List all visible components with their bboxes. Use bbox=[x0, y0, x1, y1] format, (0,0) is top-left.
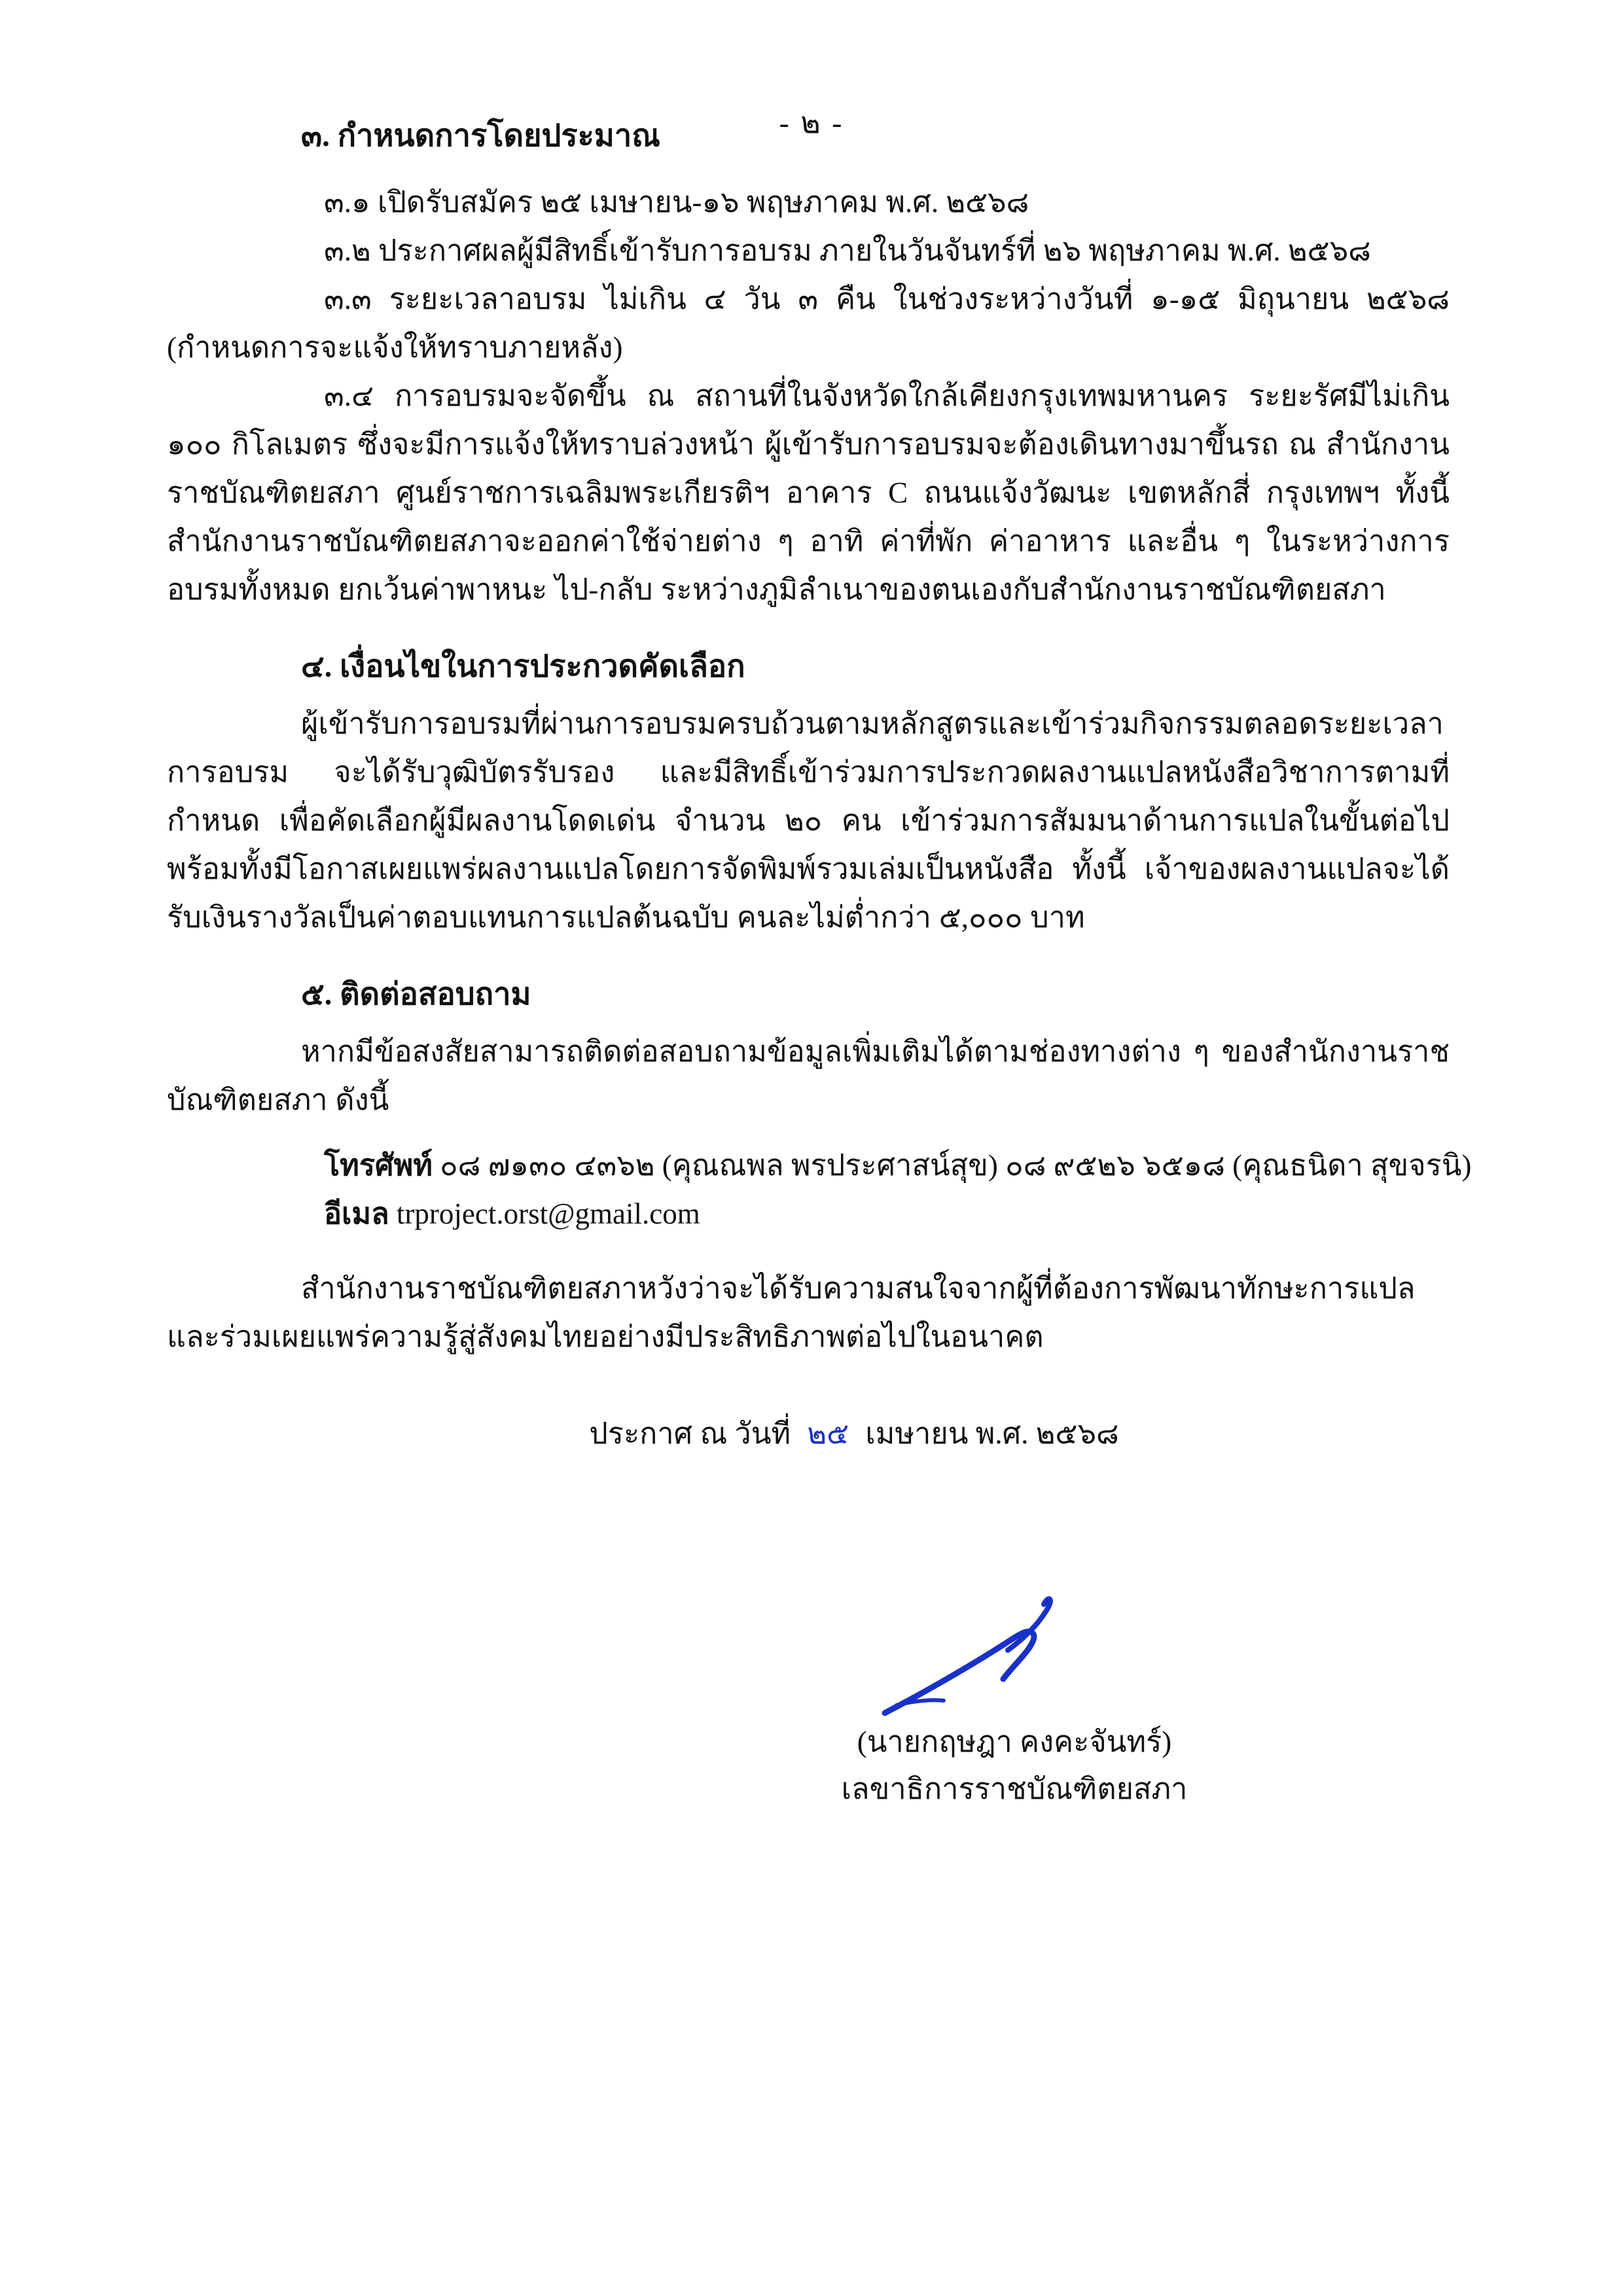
spacer bbox=[167, 942, 1450, 980]
signer-title: เลขาธิการราชบัณฑิตยสภา bbox=[841, 1773, 1188, 1805]
section-3-heading: ๓. กำหนดการโดยประมาณ bbox=[301, 119, 660, 153]
section-4-heading: ๔. เงื่อนไขในการประกวดคัดเลือก bbox=[301, 650, 745, 684]
spacer bbox=[167, 1238, 1450, 1264]
document-body bbox=[167, 119, 1472, 1458]
schedule-item-3-2: ๓.๒ ประกาศผลผู้มีสิทธิ์เข้ารับการอบรม ภายในวันจันทร์ที่ ๒๖ พฤษภาคม พ.ศ. ๒๕๖๘ bbox=[324, 234, 1371, 267]
schedule-item-3-1: ๓.๑ เปิดรับสมัคร ๒๕ เมษายน-๑๖ พฤษภาคม พ.ศ. ๒๕๖๘ bbox=[324, 186, 1029, 219]
phone-value: ๐๘ ๗๑๓๐ ๔๓๖๒ (คุณณพล พรประศาสน์สุข) ๐๘ ๙๕๒๖ ๖๕๑๘ (คุณธนิดา สุขจรนิ) bbox=[440, 1149, 1472, 1182]
email-label: อีเมล bbox=[324, 1197, 389, 1230]
spacer bbox=[167, 682, 1450, 699]
section-4-body: ผู้เข้ารับการอบรมที่ผ่านการอบรมครบถ้วนตามหลักสูตรและเข้าร่วมกิจกรรมตลอดระยะเวลาการอบรม จะได้รับวุฒิบัตรรับรอง และมีสิทธิ์เข้าร่วมการประกวดผลงานแปลหนังสือวิชาการตามที่กำหนด เพื่อคัดเลือกผู้มีผลงานโดดเด่น จำนวน ๒๐ คน เข้าร่วมการสัมมนาด้านการแปลในขั้นต่อไป พร้อมทั้งมีโอกาสเผยแพร่ผลงานแปลโดยการจัดพิมพ์รวมเล่มเป็นหนังสือ ทั้งนี้ เจ้าของผลงานแปลจะได้รับเงินรางวัลเป็นค่าตอบแทนการแปลต้นฉบับ คนละไม่ต่ำกว่า ๕,๐๐๐ บาท bbox=[167, 707, 1450, 934]
phone-label: โทรศัพท์ bbox=[324, 1149, 433, 1182]
email-value[interactable]: trproject.orst@gmail.com bbox=[396, 1197, 700, 1230]
spacer bbox=[167, 1124, 1450, 1141]
spacer bbox=[167, 1361, 1450, 1409]
spacer bbox=[167, 614, 1450, 652]
page-number: - ๒ - bbox=[779, 106, 844, 139]
schedule-item-3-4: ๓.๔ การอบรมจะจัดขึ้น ณ สถานที่ในจังหวัดใกล้เคียงกรุงเทพมหานคร ระยะรัศมีไม่เกิน ๑๐๐ กิโลเมตร ซึ่งจะมีการแจ้งให้ทราบล่วงหน้า ผู้เข้ารับการอบรมจะต้องเดินทางมาขึ้นรถ ณ สำนักงานราชบัณฑิตยสภา ศูนย์ราชการเฉลิมพระเกียรติฯ อาคาร C ถนนแจ้งวัฒนะ เขตหลักสี่ กรุงเทพฯ ทั้งนี้ สำนักงานราชบัณฑิตยสภาจะออกค่าใช้จ่ายต่าง ๆ อาทิ ค่าที่พัก ค่าอาหาร และอื่น ๆ ในระหว่างการอบรมทั้งหมด ยกเว้นค่าพาหนะ ไป-กลับ ระหว่างภูมิลำเนาของตนเองกับสำนักงานราชบัณฑิตยสภา bbox=[167, 380, 1450, 606]
section-5-heading: ๕. ติดต่อสอบถาม bbox=[301, 978, 531, 1012]
schedule-item-3-3: ๓.๓ ระยะเวลาอบรม ไม่เกิน ๔ วัน ๓ คืน ในช่วงระหว่างวันที่ ๑-๑๕ มิถุนายน ๒๕๖๘ (กำหนดการจะแจ้งให้ทราบภายหลัง) bbox=[167, 283, 1450, 364]
date-suffix: เมษายน พ.ศ. ๒๕๖๘ bbox=[865, 1417, 1119, 1450]
signature-block bbox=[812, 1583, 1217, 1812]
contact-email-row bbox=[167, 1190, 1450, 1238]
date-prefix: ประกาศ ณ วันที่ bbox=[589, 1417, 791, 1450]
date-day-handwritten: ๒๕ bbox=[807, 1417, 849, 1450]
section-5-intro: หากมีข้อสงสัยสามารถติดต่อสอบถามข้อมูลเพิ่มเติมได้ตามช่องทางต่าง ๆ ของสำนักงานราชบัณฑิตยสภา ดังนี้ bbox=[167, 1035, 1450, 1116]
date-line bbox=[167, 1409, 1450, 1458]
signer-name: (นายกฤษฎา คงคะจันทร์) bbox=[857, 1725, 1172, 1758]
contact-phone-row bbox=[167, 1141, 1472, 1190]
spacer bbox=[167, 152, 1450, 178]
closing-paragraph: สำนักงานราชบัณฑิตยสภาหวังว่าจะได้รับความสนใจจากผู้ที่ต้องการพัฒนาทักษะการแปล และร่วมเผยแพร่ความรู้สู่สังคมไทยอย่างมีประสิทธิภาพต่อไปในอนาคต bbox=[167, 1272, 1416, 1353]
handwritten-signature-icon bbox=[877, 1583, 1152, 1721]
spacer bbox=[167, 1010, 1450, 1027]
